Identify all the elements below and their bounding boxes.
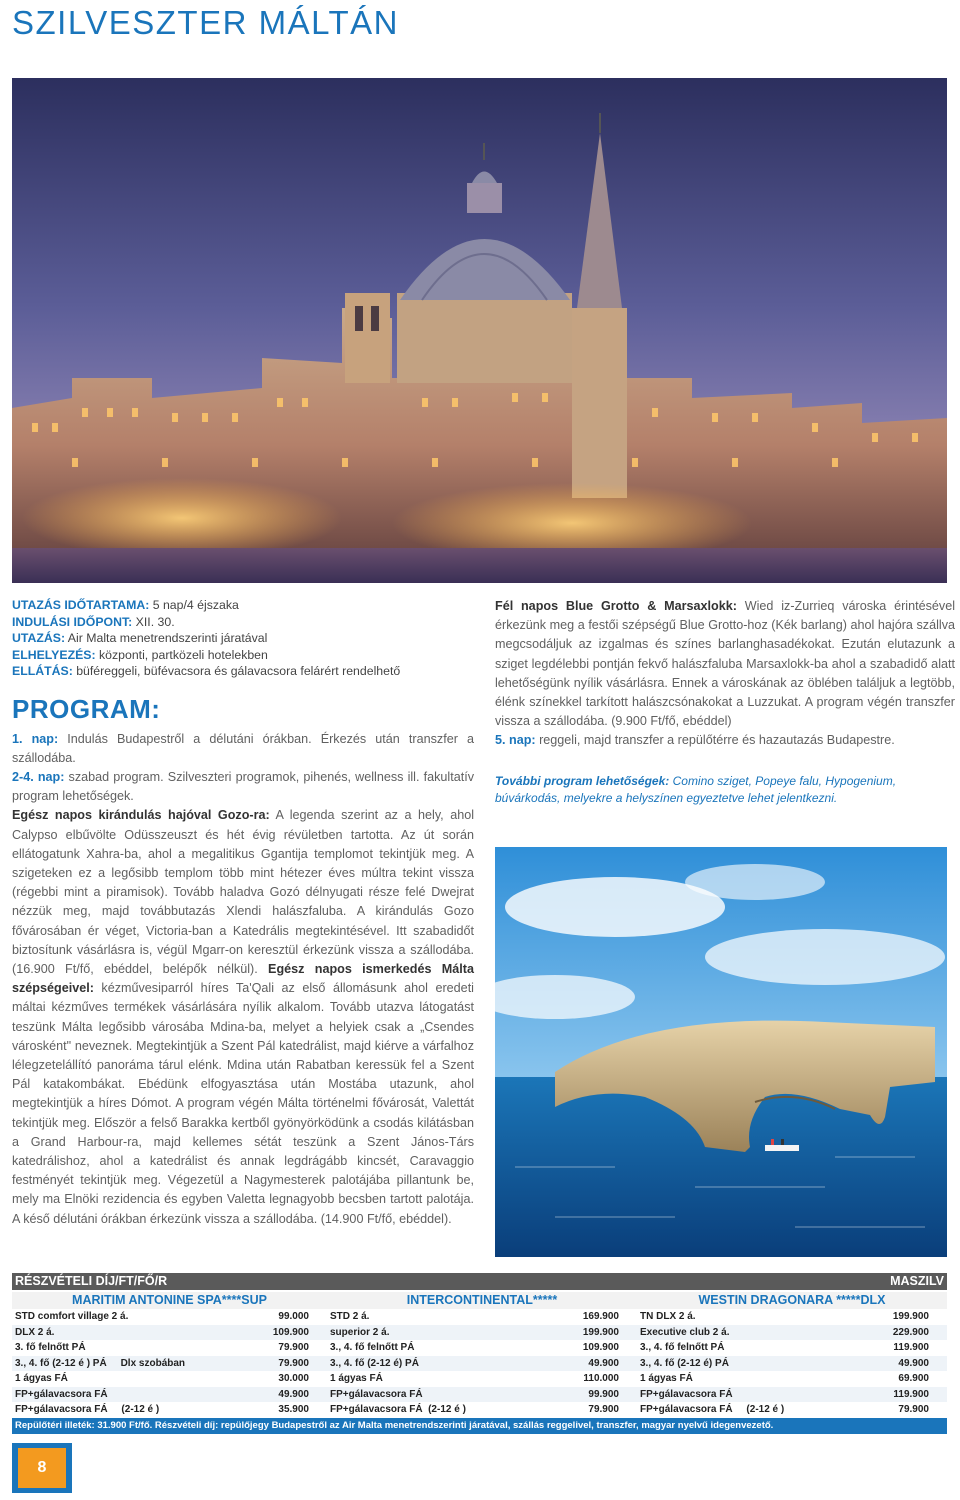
table-row: FP+gálavacsora FÁ 49.900 FP+gálavacsora FÁ 99.900 FP+gálavacsora FÁ 119.900 bbox=[12, 1387, 947, 1403]
table-row: 3. fő felnőtt PÁ 79.900 3., 4. fő felnőtt PÁ 109.900 3., 4. fő felnőtt PÁ 119.900 bbox=[12, 1340, 947, 1356]
price-table-title: RÉSZVÉTELI DÍJ/FT/FŐ/R bbox=[12, 1273, 537, 1291]
hero-photo-valletta bbox=[12, 78, 947, 583]
table-row: FP+gálavacsora FÁ (2-12 é ) 35.900 FP+gálavacsora FÁ (2-12 é ) 79.900 FP+gálavacsora FÁ (2-12 é ) 79.900 bbox=[12, 1402, 947, 1418]
info-accommodation: ELHELYEZÉS: központi, partközeli hotelekben bbox=[12, 647, 268, 662]
page-number-badge bbox=[12, 1443, 72, 1493]
program-day-5: 5. nap: reggeli, majd transzfer a repülőtérre és hazautazás Budapestre. bbox=[495, 733, 895, 748]
info-duration: UTAZÁS IDŐTARTAMA: 5 nap/4 éjszaka bbox=[12, 598, 239, 612]
table-row: 1 ágyas FÁ 30.000 1 ágyas FÁ 110.000 1 ágyas FÁ 69.900 bbox=[12, 1371, 947, 1387]
trip-info bbox=[12, 597, 474, 680]
hotel-name-maritim: MARITIM ANTONINE SPA****SUP bbox=[12, 1291, 327, 1309]
program-gozo-excursion: Egész napos kirándulás hajóval Gozo-ra: A legenda szerint az a hely, ahol Calypso elbűvölte Odüsszeuszt és hét évig révületben tartotta. Az út során ellátogatunk Xahra-ba, ahol a megalitikus Ggantija templomot tekintjük meg. A szigeteken ez a legősibb templom több mint hétezer éves múltra tekint vissza (régebbi mint a piramisok). Tovább haladva Gozó délnyugati része felé Dwejrat nézzük meg, majd továbbutazás Xlendi halászfaluba. A kirándulás Gozo fővárosában ér véget, Victoria-ban a Katedrális megtekintésével. Itt szabadidőt biztosítunk vásárlásra is, végül Mgarr-on keresztül érkezünk vissza a szállodába. (16.900 Ft/fő, ebéddel, belépők nélkül). Egész napos ismerkedés Málta szépségeivel: kézművesiparról híres Ta'Qali az első állomásunk ahol eredeti máltai kézműves termékek vásárlására nyílik alkalom. Tovább utazva látogatást teszünk Málta legősibb városába Mdina-ba, melyet a helyiek csak a „Csendes városként" neveznek. Megtekintjük a Szent Pál katedrálist, majd kiérve a várfalhoz lélegzetelállító panoráma tárul elénk. Mdina után Rabatban keressük fel a Szent Pál katakombákat. Ebédünk elfogyasztása után Mostába utazunk, ahol megtekintjük a híres Dómot. A program végén Málta történelmi fővárosát, Valettát tekintjük meg. Először a felső Barakka kertből gyönyörködünk a csodás kilátásban a Grand Harbour-ra, majd kellemes sétát teszünk a Szent János-Társ katedrálishoz, ahol a katedrálist és annak legdrágább kincsét, Caravaggio festményét tekintjük meg. Végezetül a Nagymesterek palotájába pillantunk be, mely ma Elnöki rezidencia és egyben Valetta legnagyobb becsben tartott palotája. A késő délutáni órákban érkezünk vissza a szállodába. (14.900 Ft/fő, ebéddel). bbox=[12, 808, 475, 1226]
program-blue-grotto: Fél napos Blue Grotto & Marsaxlokk: Wied iz-Zurrieq városka érintésével érkezünk meg a festői szépségű Blue Grotto-hoz (Kék barlang) ahol hajóra szállva megcsodáljuk az izgalmas és színes barlanghasadékokat. Ezután elutazunk a sziget legdélebbi pontján fekvő halászfaluba Marsaxlokk-ba ahol a szabadidő alatt lehetőségünk nyílik vásárlásra. Ennek a városkának az öblében találjuk a legtöbb, élénk színekkel tarkított halászcsónakokat a Luzzukat. A program végén transzfer vissza a szállodába. (9.900 Ft/fő, ebéddel) bbox=[495, 599, 955, 729]
program-heading: PROGRAM: bbox=[12, 693, 161, 724]
info-board: ELLÁTÁS: büféreggeli, büfévacsora és gálavacsora felárért rendelhető bbox=[12, 664, 401, 678]
program-day-1: 1. nap: Indulás Budapestről a délutáni órákban. Érkezés után transzfer a szállodába. bbox=[12, 731, 474, 765]
right-column bbox=[495, 597, 955, 807]
extra-options: További program lehetőségek: Comino sziget, Popeye falu, Hypogenium, búvárkodás, melyekre a helyszínen egyeztetve lehet jelentkezni. bbox=[495, 773, 897, 805]
page-title: SZILVESZTER MÁLTÁN bbox=[12, 4, 400, 41]
page-number: 8 bbox=[18, 1448, 66, 1488]
left-column bbox=[12, 597, 474, 1229]
azure-window-photo bbox=[495, 847, 947, 1257]
table-row: DLX 2 á. 109.900 superior 2 á. 199.900 Executive club 2 á. 229.900 bbox=[12, 1325, 947, 1341]
program-day-2-4: 2-4. nap: szabad program. Szilveszteri programok, pihenés, wellness ill. fakultatív program lehetőségek. bbox=[12, 769, 474, 804]
hotel-name-intercontinental: INTERCONTINENTAL***** bbox=[327, 1291, 637, 1309]
price-table-code: MASZILV bbox=[537, 1273, 947, 1291]
price-table bbox=[12, 1273, 947, 1434]
table-row: 3., 4. fő (2-12 é ) PÁ Dlx szobában 79.900 3., 4. fő (2-12 é) PÁ 49.900 3., 4. fő (2-12 é) PÁ 49.900 bbox=[12, 1356, 947, 1372]
info-departure: INDULÁSI IDŐPONT: XII. 30. bbox=[12, 614, 175, 629]
info-travel: UTAZÁS: Air Malta menetrendszerinti járatával bbox=[12, 631, 268, 645]
price-table-footnote: Repülőtéri illeték: 31.900 Ft/fő. Részvételi díj: repülőjegy Budapestről az Air Malta menetrendszerinti járatával, szállás reggelivel, transzfer, magyar nyelvű idegenvezető. bbox=[12, 1418, 947, 1434]
hotel-name-westin: WESTIN DRAGONARA *****DLX bbox=[637, 1291, 947, 1309]
table-row: STD comfort village 2 á. 99.000 STD 2 á. 169.900 TN DLX 2 á. 199.900 bbox=[12, 1309, 947, 1325]
